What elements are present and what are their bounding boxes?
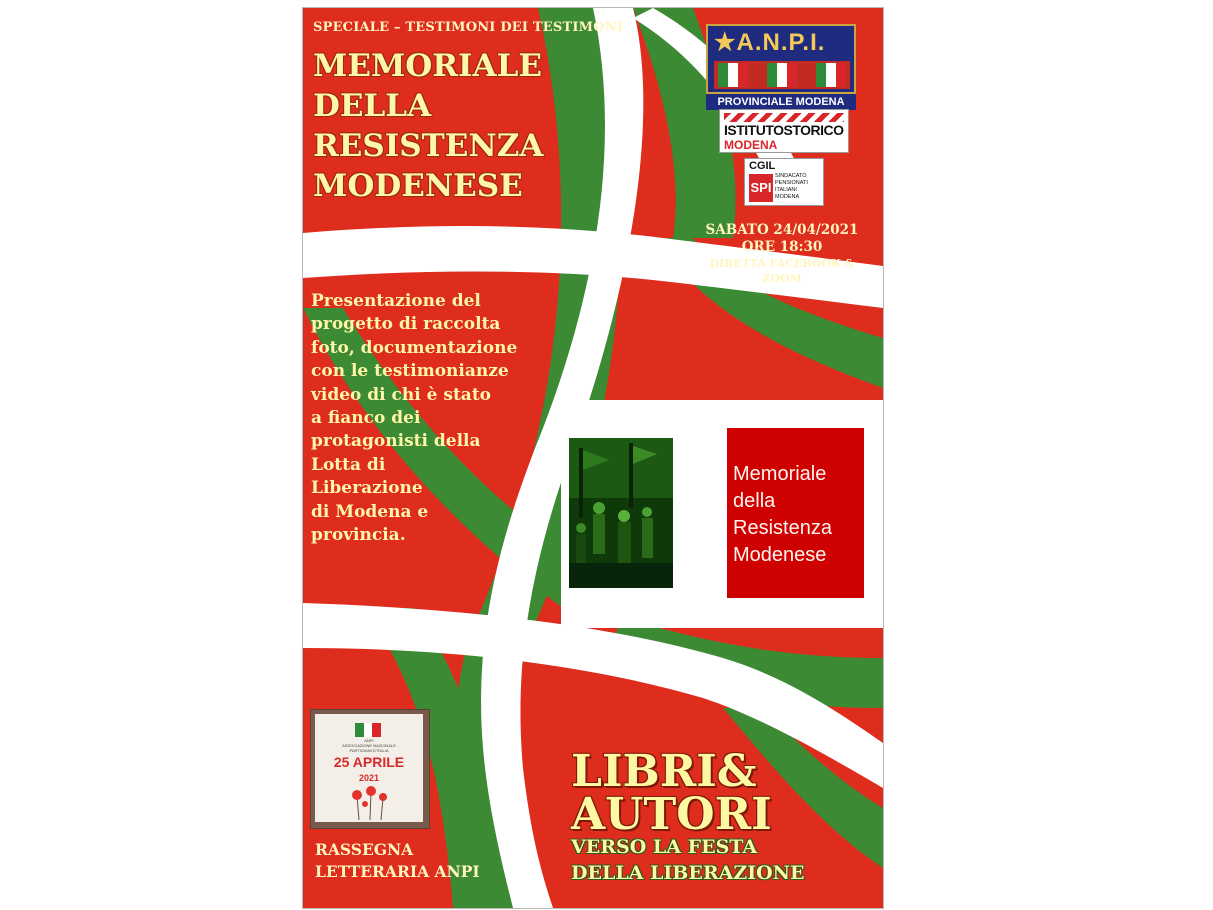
star-icon: ★: [714, 29, 737, 56]
istituto-city: MODENA: [724, 138, 778, 152]
stripes-decoration: [724, 113, 844, 122]
istituto-storico-logo: [719, 109, 849, 153]
page-title: [313, 46, 543, 206]
event-date: SABATO 24/04/2021: [705, 222, 859, 238]
cgil-spi-logo: [744, 158, 824, 206]
assoc-text: ANPI ASSOCIAZIONE NAZIONALE PARTIGIANI D'ITALIA: [342, 738, 396, 753]
title-line: MODENESE: [313, 168, 523, 204]
speciale-label: SPECIALE – TESTIMONI DEI TESTIMONI: [313, 20, 624, 35]
spi-text: SINDACATO PENSIONATI ITALIANI MODENA: [775, 173, 808, 200]
libri-autori-title: LIBRI& AUTORI: [571, 746, 772, 840]
event-info: [687, 221, 877, 286]
event-channel: ZOOM: [762, 272, 802, 285]
25-aprile-thumbnail: [315, 714, 423, 822]
thumbnail-date: 25 APRILE: [333, 754, 405, 770]
cgil-label: CGIL: [749, 160, 776, 172]
event-channel: DIRETTA FACEBOOK &: [709, 257, 855, 270]
title-line: DELLA: [313, 88, 432, 124]
book-cover-photo: [569, 438, 673, 588]
istituto-name: ISTITUTOSTORICO: [724, 122, 844, 138]
event-time: ORE 18:30: [741, 239, 823, 255]
partisans-photo: [569, 438, 673, 588]
anpi-provincial-label: PROVINCIALE MODENA: [706, 94, 856, 110]
spi-label: SPI: [749, 174, 773, 202]
title-line: MEMORIALE: [313, 48, 543, 84]
verso-la-festa-subtitle: VERSO LA FESTA DELLA LIBERAZIONE: [571, 836, 805, 884]
title-line: RESISTENZA: [313, 128, 544, 164]
small-flag-icon: [355, 722, 381, 736]
book-cover-title: Memoriale della Resistenza Modenese: [733, 463, 832, 566]
poppy-icon: [345, 786, 395, 820]
thumbnail-year: 2021: [358, 773, 380, 783]
italian-flags: [714, 61, 850, 89]
project-description: Presentazione del progetto di raccolta foto, documentazione con le testimonianze video di chi è stato a fianco dei protagonisti della Lotta di Liberazione di Modena e provincia.: [311, 291, 518, 546]
poster: [302, 7, 884, 909]
anpi-name: A.N.P.I.: [736, 29, 826, 56]
anpi-logo: [706, 24, 856, 110]
rassegna-label: RASSEGNA LETTERARIA ANPI: [315, 840, 480, 881]
